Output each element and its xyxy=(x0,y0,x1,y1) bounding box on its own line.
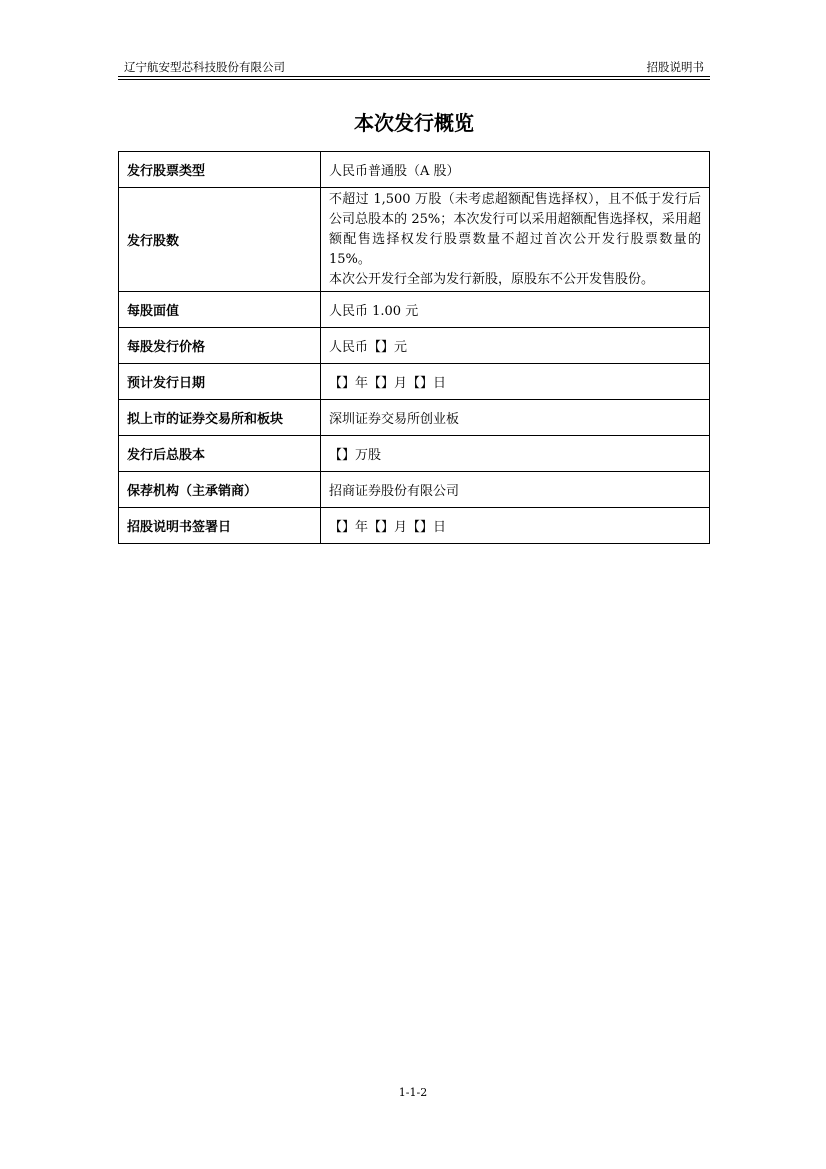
row-label: 拟上市的证券交易所和板块 xyxy=(119,400,321,436)
header-rule-thin xyxy=(118,79,710,80)
row-value: 【】万股 xyxy=(321,436,710,472)
table-row-share-type xyxy=(119,152,710,188)
row-label: 招股说明书签署日 xyxy=(119,508,321,544)
row-value xyxy=(321,188,710,292)
offering-overview-table xyxy=(118,151,710,544)
row-label: 每股发行价格 xyxy=(119,328,321,364)
row-value: 【】年【】月【】日 xyxy=(321,364,710,400)
share-count-paragraph: 不超过 1,500 万股（未考虑超额配售选择权），且不低于发行后公司总股本的 25%；本次发行可以采用超额配售选择权，采用超额配售选择权发行股票数量不超过首次公开发行股票数量的 15%。 xyxy=(329,191,701,267)
header-company-name: 辽宁航安型芯科技股份有限公司 xyxy=(124,60,285,74)
table-row-signing-date xyxy=(119,508,710,544)
row-label: 发行股票类型 xyxy=(119,152,321,188)
table-row-par-value xyxy=(119,292,710,328)
table-row-issue-price xyxy=(119,328,710,364)
row-label: 发行股数 xyxy=(119,188,321,292)
page-header xyxy=(118,58,710,76)
table-row-sponsor xyxy=(119,472,710,508)
table-row-exchange xyxy=(119,400,710,436)
row-value: 深圳证券交易所创业板 xyxy=(321,400,710,436)
row-value: 人民币【】元 xyxy=(321,328,710,364)
row-value: 人民币普通股（A 股） xyxy=(321,152,710,188)
table-row-issue-date xyxy=(119,364,710,400)
page-title: 本次发行概览 xyxy=(354,111,474,135)
share-count-note: 本次公开发行全部为发行新股，原股东不公开发售股份。 xyxy=(329,271,655,287)
row-label: 保荐机构（主承销商） xyxy=(119,472,321,508)
header-document-type: 招股说明书 xyxy=(646,60,704,74)
row-value: 招商证券股份有限公司 xyxy=(321,472,710,508)
row-label: 预计发行日期 xyxy=(119,364,321,400)
page-number: 1-1-2 xyxy=(398,1086,428,1099)
table-row-total-shares xyxy=(119,436,710,472)
row-label: 发行后总股本 xyxy=(119,436,321,472)
header-rule xyxy=(118,76,710,77)
table-row-share-count xyxy=(119,188,710,292)
row-label: 每股面值 xyxy=(119,292,321,328)
row-value: 【】年【】月【】日 xyxy=(321,508,710,544)
row-value: 人民币 1.00 元 xyxy=(321,292,710,328)
